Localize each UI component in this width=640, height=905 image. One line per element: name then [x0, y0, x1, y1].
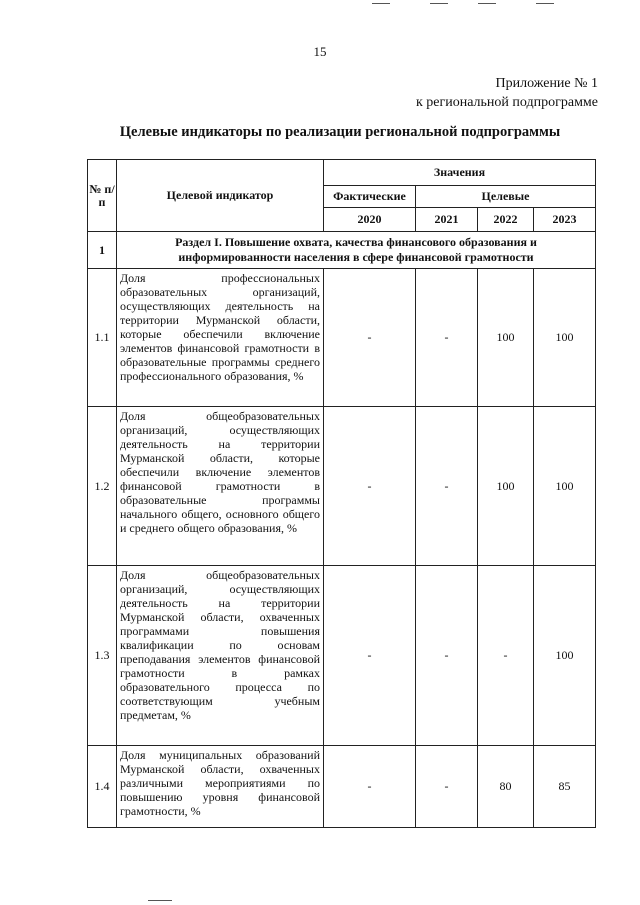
header-year-2022: 2022 — [478, 208, 534, 232]
appendix-caption — [416, 74, 598, 112]
row-indicator: Доля муниципальных образований Мурманской области, охваченных различными мероприятиями по повышению уровня финансовой грамотности, % — [117, 746, 324, 828]
row-indicator: Доля общеобразовательных организаций, осуществляющих деятельность на территории Мурманской области, охваченных программами повышения квалификации по основам преподавания элементов финансовой грамотности в рамках образовательного процесса по соответствующим учебным предметам, % — [117, 566, 324, 746]
table-row — [88, 746, 596, 828]
section-num: 1 — [88, 232, 117, 269]
row-num: 1.3 — [88, 566, 117, 746]
page-number: 15 — [313, 44, 327, 59]
appendix-line-2: к региональной подпрограмме — [415, 95, 598, 110]
section-row — [88, 232, 596, 269]
row-num: 1.4 — [88, 746, 117, 828]
table-row — [88, 566, 596, 746]
document-title: Целевые индикаторы по реализации региональной подпрограммы — [119, 124, 561, 140]
scan-mark-top-2 — [430, 3, 448, 4]
row-value-2020: - — [324, 566, 416, 746]
indicators-table — [87, 159, 596, 828]
row-value-2020: - — [324, 746, 416, 828]
row-value-2023: 85 — [534, 746, 596, 828]
row-value-2021: - — [416, 746, 478, 828]
scan-mark-top-3 — [478, 3, 496, 4]
row-value-2022: 100 — [478, 269, 534, 407]
row-value-2023: 100 — [534, 269, 596, 407]
row-value-2022: 80 — [478, 746, 534, 828]
table-row — [88, 269, 596, 407]
header-year-2020: 2020 — [324, 208, 416, 232]
row-num: 1.2 — [88, 407, 117, 566]
header-year-2021: 2021 — [416, 208, 478, 232]
header-year-2023: 2023 — [534, 208, 596, 232]
appendix-line-1: Приложение № 1 — [495, 76, 598, 91]
header-actual: Фактические — [324, 186, 416, 208]
row-indicator: Доля общеобразовательных организаций, осуществляющих деятельность на территории Мурманской области, которые обеспечили включение элементов финансовой грамотности в образовательные программы начального общего, основного общего и среднего общего образования, % — [117, 407, 324, 566]
scan-mark-bottom — [148, 900, 172, 901]
header-row-1 — [88, 160, 596, 186]
header-num: № п/п — [88, 160, 117, 232]
row-indicator: Доля профессиональных образовательных организаций, осуществляющих деятельность на территории Мурманской области, которые обеспечили включение элементов финансовой грамотности в образовательные программы среднего профессионального образования, % — [117, 269, 324, 407]
section-title: Раздел I. Повышение охвата, качества финансового образования и информированности населения в сфере финансовой грамотности — [117, 232, 596, 269]
scan-mark-top-1 — [372, 3, 390, 4]
row-num: 1.1 — [88, 269, 117, 407]
scan-mark-top-4 — [536, 3, 554, 4]
header-values: Значения — [324, 160, 596, 186]
table-row — [88, 407, 596, 566]
row-value-2023: 100 — [534, 566, 596, 746]
row-value-2023: 100 — [534, 407, 596, 566]
header-target: Целевые — [416, 186, 596, 208]
row-value-2021: - — [416, 407, 478, 566]
row-value-2021: - — [416, 566, 478, 746]
row-value-2021: - — [416, 269, 478, 407]
row-value-2022: - — [478, 566, 534, 746]
header-indicator: Целевой индикатор — [117, 160, 324, 232]
row-value-2022: 100 — [478, 407, 534, 566]
row-value-2020: - — [324, 269, 416, 407]
row-value-2020: - — [324, 407, 416, 566]
